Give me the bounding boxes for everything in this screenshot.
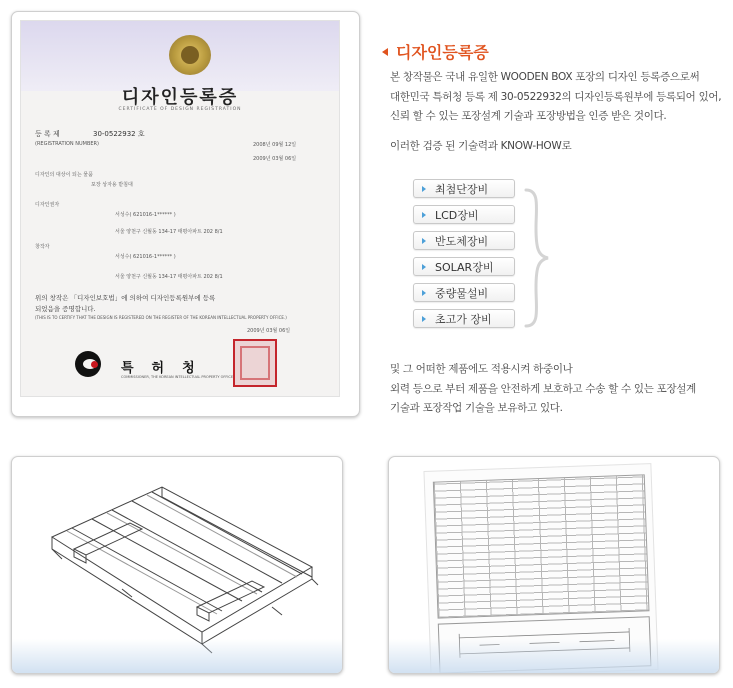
- right-curly-brace-icon: [522, 188, 552, 328]
- spec-sheet-image-frame: [388, 456, 720, 674]
- creator-address: 서울 양천구 신월동 134-17 태평아파트 202 8/1: [115, 274, 223, 280]
- equipment-label: SOLAR장비: [435, 260, 494, 274]
- registration-date: 2008년 09월 12일: [253, 142, 297, 148]
- statement-line-2: 되었음을 증명합니다.: [35, 305, 96, 313]
- right-triangle-icon: [422, 264, 426, 270]
- equipment-label: 초고가 장비: [435, 312, 492, 326]
- statement-line-1: 위의 창작은 「디자인보호법」에 의하여 디자인등록원부에 등록: [35, 294, 216, 302]
- government-emblem-icon: [169, 35, 211, 75]
- registration-number: 30-0522932 호: [93, 130, 145, 138]
- article-value: 포장 상자용 받침대: [91, 182, 133, 188]
- owner-address: 서울 양천구 신월동 134-17 태평아파트 202 8/1: [115, 229, 223, 235]
- owner-label: 디자인권자: [35, 202, 60, 208]
- article-label: 디자인의 대상이 되는 물품: [35, 172, 93, 178]
- closing-line: 및 그 어떠한 제품에도 적용시켜 하중이나: [390, 363, 573, 375]
- equipment-item: [413, 309, 515, 328]
- owner-id: 서성수( 621016-1****** ): [115, 212, 176, 218]
- certificate-document: [20, 20, 340, 397]
- certificate-image-frame: [11, 11, 360, 417]
- intro-line: 본 창작물은 국내 유일한 WOODEN BOX 포장의 디자인 등록증으로써: [390, 71, 700, 83]
- equipment-item: [413, 257, 515, 276]
- right-triangle-icon: [422, 316, 426, 322]
- right-triangle-icon: [422, 212, 426, 218]
- intro-line: 대한민국 특허청 등록 제 30-0522932의 디자인등록원부에 등록되어 있어,: [390, 90, 722, 103]
- left-triangle-icon: [382, 48, 388, 56]
- right-triangle-icon: [422, 238, 426, 244]
- closing-line: 기술과 포장작업 기술을 보유하고 있다.: [390, 402, 563, 414]
- office-name: 특허청: [121, 361, 213, 376]
- registration-date-2: 2009년 03월 06일: [253, 156, 297, 162]
- intro-paragraph: [390, 68, 721, 127]
- intro-line: 신뢰 할 수 있는 포장설계 기술과 포장방법을 인증 받은 것이다.: [390, 110, 667, 122]
- certificate-subtitle: CERTIFICATE OF DESIGN REGISTRATION: [118, 107, 242, 112]
- frame-shade: [12, 639, 342, 673]
- frame-shade: [389, 639, 719, 673]
- section-title-text: 디자인등록증: [396, 43, 489, 62]
- section-title: [382, 40, 489, 63]
- equipment-label: 최첨단장비: [435, 182, 489, 196]
- creator-label: 창작자: [35, 244, 50, 250]
- pallet-drawing-image-frame: [11, 456, 343, 674]
- right-triangle-icon: [422, 290, 426, 296]
- equipment-item: [413, 231, 515, 250]
- equipment-item: [413, 205, 515, 224]
- equipment-item: [413, 179, 515, 198]
- certificate-title: 디자인등록증: [121, 87, 239, 108]
- closing-line: 외력 등으로 부터 제품을 안전하게 보호하고 수송 할 수 있는 포장설계: [390, 382, 696, 395]
- closing-paragraph: [390, 360, 696, 419]
- spec-table: [433, 474, 650, 618]
- statement-en: (THIS IS TO CERTIFY THAT THE DESIGN IS REGISTERED ON THE REGISTER OF THE KOREAN INTELLECTUAL PROPERTY OFFICE.): [35, 315, 287, 320]
- issue-date: 2009년 03월 06일: [247, 328, 291, 334]
- registration-label-en: (REGISTRATION NUMBER): [35, 141, 99, 147]
- equipment-label: 중량물설비: [435, 286, 489, 300]
- kipo-logo-icon: [75, 351, 101, 377]
- registration-label: 등 록 제: [35, 130, 60, 138]
- equipment-list: [413, 179, 515, 335]
- creator-id: 서성수( 621016-1****** ): [115, 254, 176, 260]
- equipment-label: 반도체장비: [435, 234, 489, 248]
- official-seal-icon: [233, 339, 277, 387]
- right-triangle-icon: [422, 186, 426, 192]
- lead-text: 이러한 검증 된 기술력과 KNOW-HOW로: [390, 140, 572, 152]
- equipment-item: [413, 283, 515, 302]
- office-name-en: COMMISSIONER, THE KOREAN INTELLECTUAL PROPERTY OFFICE: [121, 375, 234, 379]
- equipment-label: LCD장비: [435, 208, 479, 222]
